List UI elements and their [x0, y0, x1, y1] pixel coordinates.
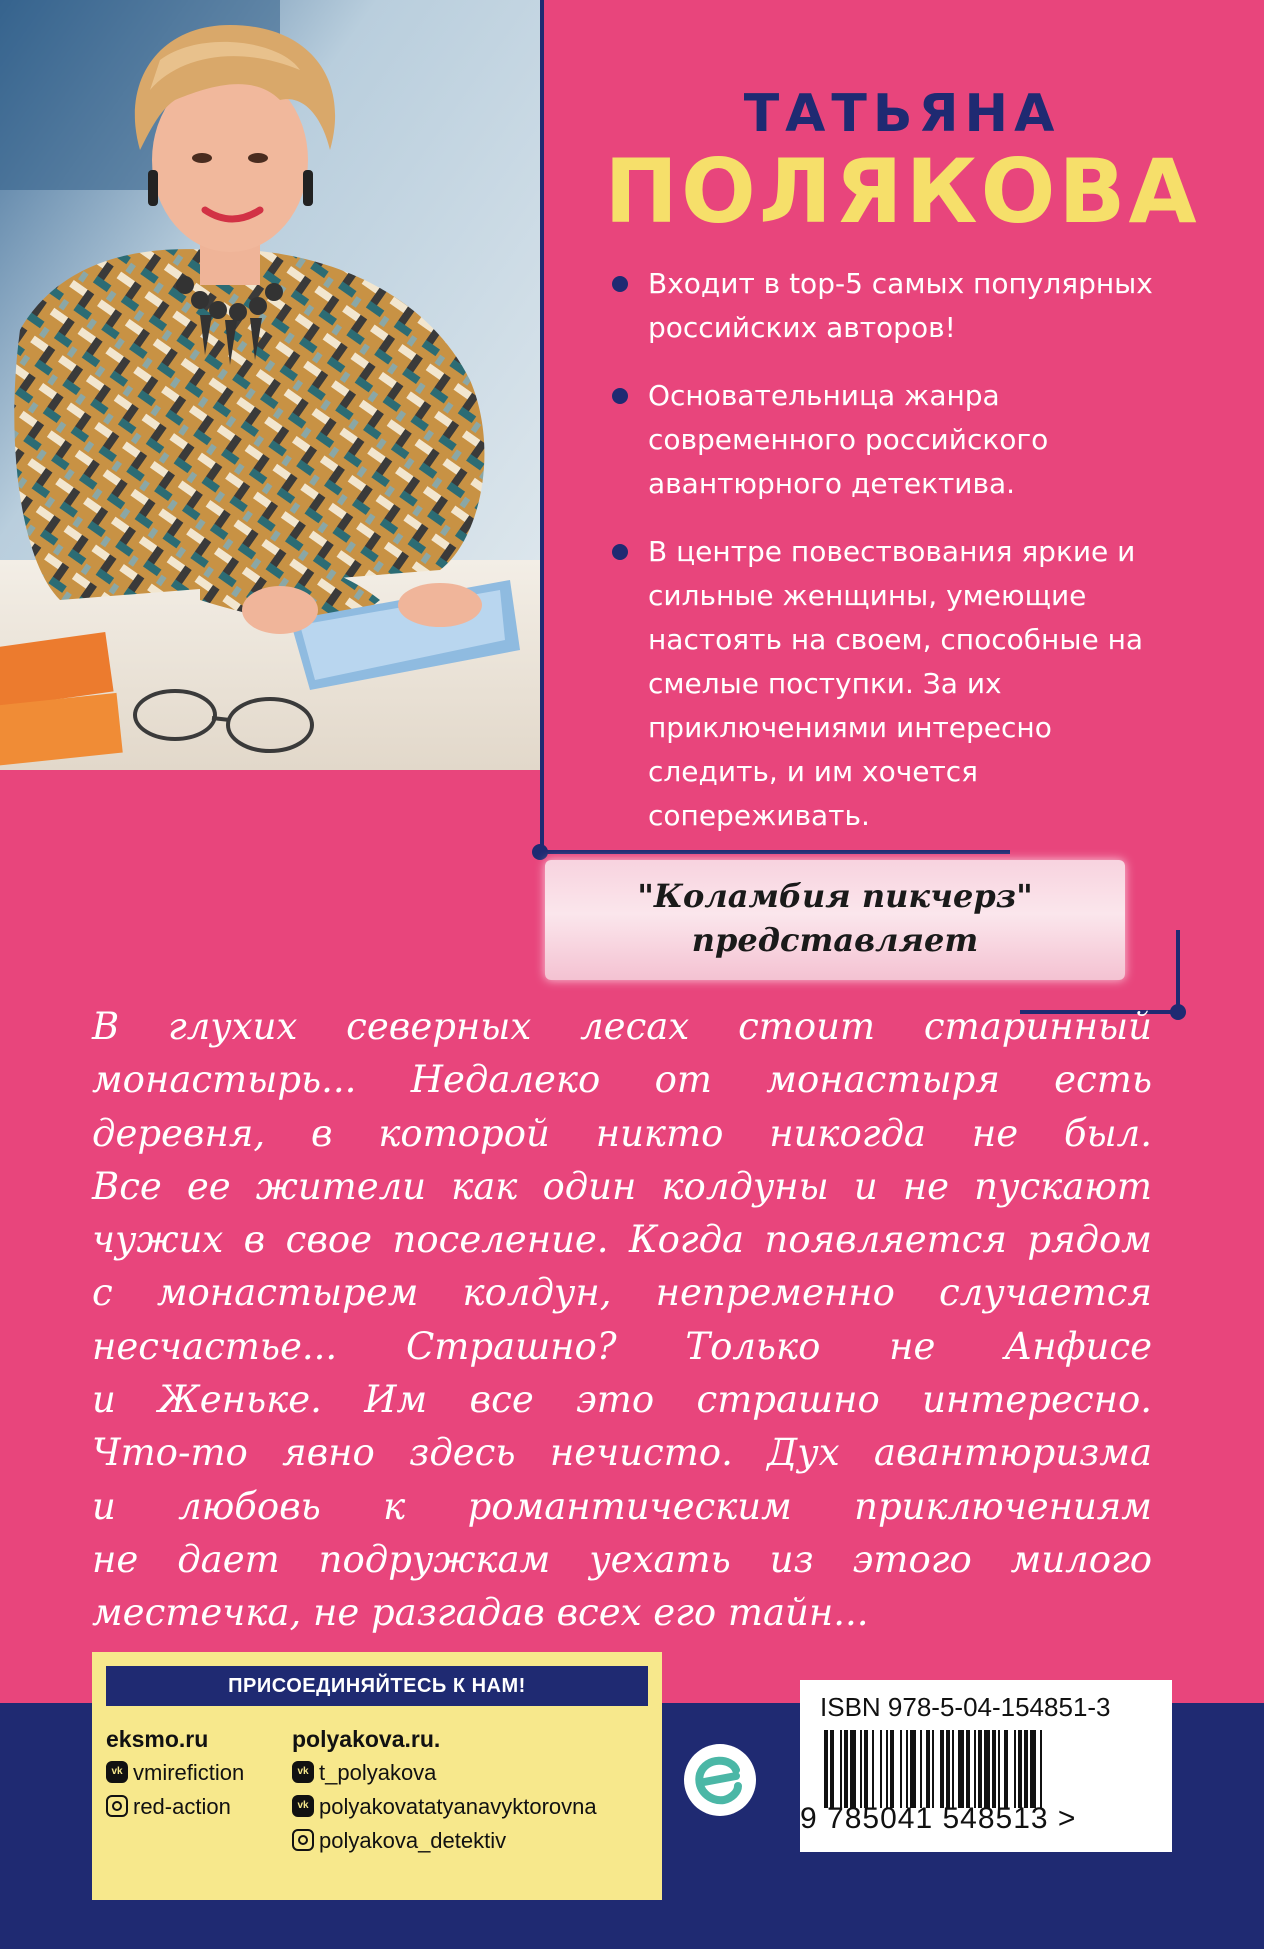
barcode-bars: [822, 1730, 1152, 1810]
bullet-dot: [612, 544, 628, 560]
barcode-bar: [830, 1730, 834, 1808]
barcode-bar: [1040, 1730, 1042, 1808]
barcode-bar: [946, 1730, 950, 1808]
vk-icon: vk: [106, 1761, 128, 1783]
author-photo: [0, 0, 540, 770]
bullet-dot: [612, 388, 628, 404]
annotation-line: несчастье... Страшно? Только не Анфисе: [92, 1324, 1152, 1368]
social-row[interactable]: [106, 1756, 244, 1790]
annotation-line: Все ее жители как один колдуны и не пускают: [92, 1164, 1152, 1208]
author-first-name: ТАТЬЯНА: [743, 84, 1061, 144]
barcode-bar: [890, 1730, 894, 1808]
instagram-icon: [292, 1829, 314, 1851]
barcode-bar: [998, 1730, 1000, 1808]
social-column-right: [292, 1722, 597, 1858]
annotation-line: с монастырем колдун, непременно случается: [92, 1271, 1152, 1315]
presents-line-1: "Коламбия пикчерз": [637, 877, 1033, 915]
publisher-logo-icon: [680, 1740, 760, 1820]
presents-banner: [545, 860, 1125, 980]
frame-line-vertical-right: [1176, 930, 1180, 1010]
barcode-bar: [1024, 1730, 1028, 1808]
author-last-name: ПОЛЯКОВА: [604, 140, 1200, 243]
barcode-bar: [958, 1730, 964, 1808]
barcode-bar: [932, 1730, 934, 1808]
bullet-text: Основательница жанра современного российского авантюрного детектива.: [648, 379, 1049, 500]
site-link-eksmo[interactable]: eksmo.ru: [106, 1726, 209, 1752]
social-row[interactable]: [292, 1824, 597, 1858]
vk-icon: vk: [292, 1761, 314, 1783]
barcode-bar: [910, 1730, 916, 1808]
barcode-bar: [860, 1730, 862, 1808]
barcode-bar: [952, 1730, 954, 1808]
bullet-item: [612, 262, 1172, 350]
barcode-bar: [864, 1730, 868, 1808]
annotation-line: и Женьке. Им все это страшно интересно.: [92, 1378, 1152, 1422]
annotation-line: не дает подружкам уехать из этого милого: [92, 1537, 1152, 1581]
barcode-bar: [920, 1730, 922, 1808]
vk-handle: vmirefiction: [133, 1760, 245, 1785]
barcode-bar: [880, 1730, 882, 1808]
barcode-bar: [900, 1730, 902, 1808]
social-row[interactable]: [106, 1790, 244, 1824]
bullet-list: [612, 262, 1172, 862]
bullet-text: В центре повествования яркие и сильные женщины, умеющие настоять на своем, способные на смелые поступки. За их приключениями интересно следить, и им хочется сопереживать.: [648, 535, 1144, 832]
barcode-bar: [926, 1730, 930, 1808]
barcode-bar: [824, 1730, 828, 1808]
barcode-bar: [1004, 1730, 1008, 1808]
barcode-box: [800, 1680, 1172, 1852]
barcode-bar: [886, 1730, 888, 1808]
instagram-handle: red-action: [133, 1794, 231, 1819]
frame-dot: [532, 844, 548, 860]
barcode-bar: [984, 1730, 990, 1808]
barcode-bar: [840, 1730, 842, 1808]
instagram-handle: polyakova_detektiv: [319, 1828, 507, 1853]
barcode-bar: [978, 1730, 982, 1808]
vk-handle: t_polyakova: [319, 1760, 437, 1785]
annotation-line: местечка, не разгадав всех его тайн...: [92, 1591, 869, 1635]
annotation-line: В глухих северных лесах стоит старинный: [92, 1005, 1152, 1048]
barcode-bar: [974, 1730, 976, 1808]
barcode-digits: 9 785041 548513 >: [800, 1802, 1077, 1835]
annotation-text: [92, 1000, 1152, 1640]
barcode-bar: [992, 1730, 996, 1808]
annotation-line: чужих в свое поселение. Когда появляется рядом: [92, 1218, 1152, 1262]
barcode-bar: [1018, 1730, 1022, 1808]
bullet-item: [612, 530, 1172, 838]
bullet-dot: [612, 276, 628, 292]
barcode-bar: [906, 1730, 908, 1808]
instagram-icon: [106, 1795, 128, 1817]
barcode-bar: [850, 1730, 856, 1808]
annotation-line: деревня, в которой никто никогда не был.: [92, 1111, 1152, 1155]
annotation-line: Что-то явно здесь нечисто. Дух авантюризма: [92, 1431, 1152, 1475]
vk-handle: polyakovatatyanavyktorovna: [319, 1794, 597, 1819]
social-box: [92, 1652, 662, 1900]
barcode-bar: [872, 1730, 874, 1808]
social-column-left: [106, 1722, 244, 1824]
barcode-bar: [1014, 1730, 1016, 1808]
social-title: ПРИСОЕДИНЯЙТЕСЬ К НАМ!: [106, 1666, 648, 1706]
barcode-bar: [1030, 1730, 1036, 1808]
barcode-bar: [844, 1730, 848, 1808]
social-row[interactable]: [292, 1756, 597, 1790]
site-link-polyakova[interactable]: polyakova.ru.: [292, 1726, 441, 1752]
barcode-bar: [940, 1730, 944, 1808]
bullet-item: [612, 374, 1172, 506]
annotation-line: монастырь... Недалеко от монастыря есть: [92, 1058, 1152, 1102]
isbn-text: ISBN 978-5-04-154851-3: [820, 1692, 1111, 1722]
bullet-text: Входит в top-5 самых популярных российских авторов!: [648, 267, 1153, 344]
frame-dot-right: [1170, 1004, 1186, 1020]
vk-icon: vk: [292, 1795, 314, 1817]
annotation-line: и любовь к романтическим приключениям: [92, 1484, 1152, 1528]
presents-line-2: представляет: [691, 921, 979, 959]
barcode-bar: [966, 1730, 970, 1808]
social-row[interactable]: [292, 1790, 597, 1824]
